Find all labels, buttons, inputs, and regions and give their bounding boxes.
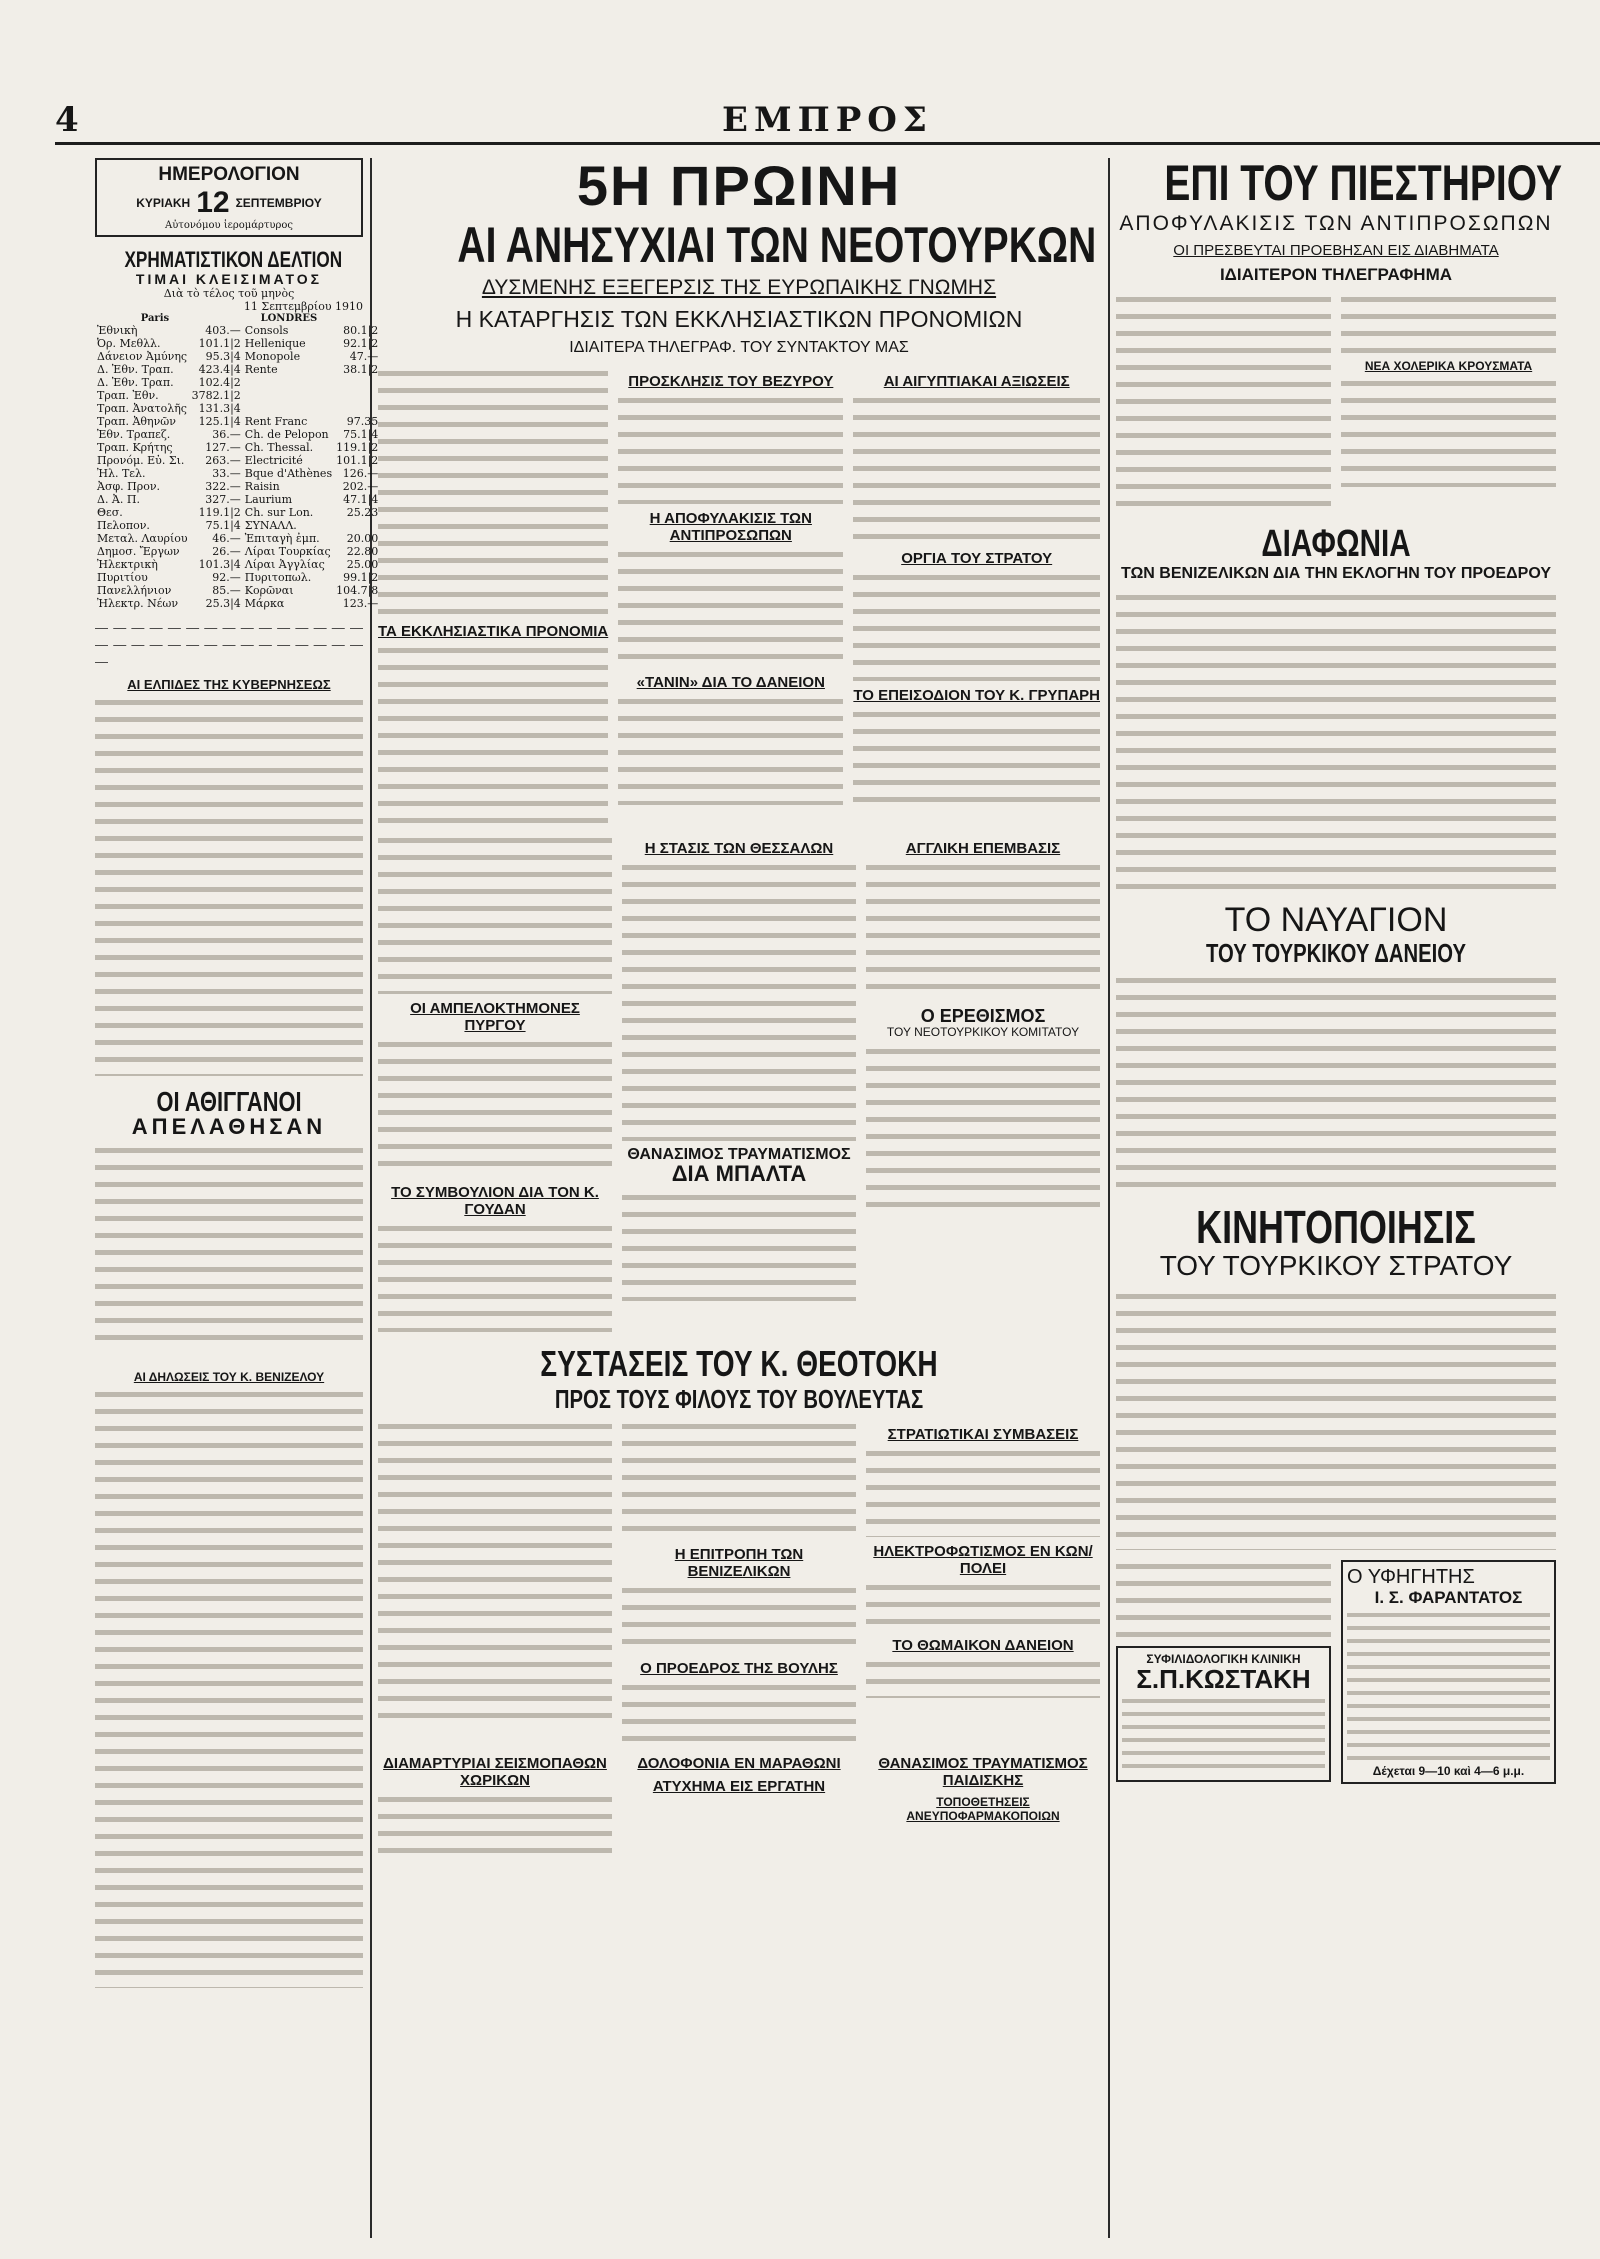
- heading-pharmacists: ΤΟΠΟΘΕΤΗΣΕΙΣ ΑΝΕΥΠΟΦΑΡΜΑΚΟΠΟΙΩΝ: [906, 1795, 1060, 1823]
- ad-clinic-name: Σ.Π.ΚΩΣΤΑΚΗ: [1136, 1664, 1311, 1694]
- column-divider-2: [1108, 158, 1110, 2238]
- market-title: ΧΡΗΜΑΤΙΣΤΙΚΟΝ ΔΕΛΤΙΟΝ: [124, 247, 343, 272]
- article-text-block: [618, 695, 843, 805]
- market-row: [95, 454, 380, 467]
- market-row: [95, 493, 380, 506]
- market-name-cell: Hellenique: [244, 337, 306, 350]
- market-name-cell: Δ. Ἐθν. Τραπ.: [97, 376, 174, 389]
- press-line-2: ΑΠΟΦΥΛΑΚΙΣΙΣ ΤΩΝ ΑΝΤΙΠΡΟΣΩΠΩΝ: [1119, 212, 1553, 235]
- heading-mobilization: ΚΙΝΗΤΟΠΟΙΗΣΙΣ: [1196, 1201, 1476, 1253]
- heading-disagreement-2: ΤΩΝ ΒΕΝΙΖΕΛΙΚΩΝ ΔΙΑ ΤΗΝ ΕΚΛΟΓΗΝ ΤΟΥ ΠΡΟΕΔΡΟΥ: [1120, 565, 1552, 582]
- market-value-cell: [334, 519, 380, 532]
- market-name-cell: Θεσ.: [97, 506, 123, 519]
- ad-doctor-title: Ο ΥΦΗΓΗΤΗΣ: [1347, 1566, 1475, 1588]
- market-value-cell: 127.—: [205, 441, 241, 454]
- market-name-cell: Δάνειον Ἀμύνης: [97, 350, 188, 363]
- press-line-3: ΟΙ ΠΡΕΣΒΕΥΤΑΙ ΠΡΟΕΒΗΣΑΝ ΕΙΣ ΔΙΑΒΗΜΑΤΑ: [1173, 242, 1499, 259]
- market-name-cell: Ἐθνικὴ: [97, 324, 138, 337]
- market-name-cell: Ἠλεκτρικὴ: [97, 558, 158, 571]
- market-row: [95, 480, 380, 493]
- market-value-cell: 95.3|4: [205, 350, 241, 363]
- page-number: 4: [55, 100, 79, 140]
- subcolumn-d: [378, 834, 612, 1332]
- market-value-cell: 119.1|2: [336, 441, 379, 454]
- article-text-block: [622, 1681, 856, 1741]
- market-paris-label: Paris: [140, 313, 170, 324]
- article-text-block: [1341, 293, 1556, 353]
- heading-disagreement: ΔΙΑΦΩΝΙΑ: [1261, 523, 1411, 565]
- market-name-cell: Τραπ. Ἀθηνῶν: [97, 415, 176, 428]
- ad-doctor-name: Ι. Σ. ΦΑΡΑΝΤΑΤΟΣ: [1374, 1588, 1523, 1607]
- article-text-block: [1116, 974, 1556, 1194]
- market-row: [95, 506, 380, 519]
- article-text-block: [1116, 293, 1331, 513]
- subcolumn-f: [866, 834, 1100, 1332]
- heading-accident: ΑΤΥΧΗΜΑ ΕΙΣ ΕΡΓΑΤΗΝ: [652, 1778, 826, 1795]
- subcolumn-i: [866, 1420, 1100, 1741]
- heading-committee: Η ΕΠΙΤΡΟΠΗ ΤΩΝ ΒΕΝΙΖΕΛΙΚΩΝ: [674, 1546, 804, 1580]
- market-name-cell: Ch. sur Lon.: [244, 506, 314, 519]
- market-value-cell: 3782.1|2: [191, 389, 241, 402]
- market-value-cell: 327.—: [205, 493, 241, 506]
- market-name-cell: Rent Franc: [244, 415, 308, 428]
- market-row: [95, 467, 380, 480]
- subcolumn-g: [378, 1420, 612, 1741]
- market-row: [95, 441, 380, 454]
- market-name-cell: Electricité: [244, 454, 303, 467]
- market-name-cell: Πυριτοπωλ.: [244, 571, 312, 584]
- market-name-cell: Ἠλεκτρ. Νέων: [97, 597, 179, 610]
- market-note: Διὰ τὸ τέλος τοῦ μηνὸς: [163, 287, 295, 300]
- heading-cholera: ΝΕΑ ΧΟΛΕΡΙΚΑ ΚΡΟΥΣΜΑΤΑ: [1364, 359, 1533, 373]
- market-row: [95, 337, 380, 350]
- market-row: [95, 402, 380, 415]
- heading-child-injury: ΘΑΝΑΣΙΜΟΣ ΤΡΑΥΜΑΤΙΣΜΟΣ ΠΑΙΔΙΣΚΗΣ: [878, 1755, 1088, 1789]
- market-value-cell: 101.1|2: [198, 337, 241, 350]
- market-value-cell: [334, 376, 380, 389]
- market-value-cell: 202.—: [342, 480, 379, 493]
- market-value-cell: 104.7|8: [336, 584, 379, 597]
- article-text-block: [95, 696, 363, 1076]
- market-name-cell: [243, 402, 334, 415]
- page-header: [55, 100, 1600, 140]
- heading-provocation-2: ΤΟΥ ΝΕΟΤΟΥΡΚΙΚΟΥ ΚΟΜΙΤΑΤΟΥ: [886, 1025, 1080, 1039]
- market-value-cell: 126.—: [342, 467, 379, 480]
- heading-murder: ΔΟΛΟΦΟΝΙΑ ΕΝ ΜΑΡΑΘΩΝΙ: [637, 1755, 841, 1772]
- market-value-cell: 423.4|4: [198, 363, 241, 376]
- market-value-cell: 322.—: [205, 480, 241, 493]
- market-row: [95, 519, 380, 532]
- subcolumn-e: [622, 834, 856, 1332]
- heading-vineyards: ΟΙ ΑΜΠΕΛΟΚΤΗΜΟΝΕΣ ΠΥΡΓΟΥ: [410, 1000, 580, 1034]
- market-row: [95, 363, 380, 376]
- column-right: [1116, 155, 1562, 2238]
- article-text-block: [622, 1191, 856, 1301]
- market-name-cell: [243, 376, 334, 389]
- press-line-4: ΙΔΙΑΙΤΕΡΟΝ ΤΗΛΕΓΡΑΦΗΜΑ: [1219, 265, 1453, 284]
- heading-electric: ΗΛΕΚΤΡΟΦΩΤΙΣΜΟΣ ΕΝ ΚΩΝ/ΠΟΛΕΙ: [873, 1543, 1093, 1577]
- article-text-block: [378, 367, 608, 617]
- market-name-cell: Raisin: [244, 480, 280, 493]
- market-name-cell: [243, 389, 334, 402]
- ad-text-block: [1122, 1696, 1325, 1776]
- market-value-cell: 119.1|2: [198, 506, 241, 519]
- market-name-cell: Ἠλ. Τελ.: [97, 467, 146, 480]
- market-value-cell: 92.1|2: [343, 337, 379, 350]
- heading-church-privileges: ΤΑ ΕΚΚΛΗΣΙΑΣΤΙΚΑ ΠΡΟΝΟΜΙΑ: [378, 623, 609, 640]
- article-text-block: [1116, 591, 1556, 891]
- market-name-cell: Ὀρ. Μεθλλ.: [97, 337, 161, 350]
- market-value-cell: 75.1|4: [205, 519, 241, 532]
- market-row: [95, 571, 380, 584]
- headline-line-5: ΙΔΙΑΙΤΕΡΑ ΤΗΛΕΓΡΑΦ. ΤΟΥ ΣΥΝΤΑΚΤΟΥ ΜΑΣ: [569, 339, 909, 356]
- heading-recommendations: ΣΥΣΤΑΣΕΙΣ ΤΟΥ Κ. ΘΕΟΤΟΚΗ: [540, 1343, 938, 1384]
- market-value-cell: [334, 402, 380, 415]
- calendar-saint: Αὐτονόμου ἱερομάρτυρος: [165, 220, 293, 231]
- market-name-cell: ΣΥΝΑΛΛ.: [244, 519, 297, 532]
- market-value-cell: 25.23: [346, 506, 379, 519]
- ad-doctor: [1341, 1560, 1556, 1784]
- market-name-cell: Λίραι Τουρκίας: [244, 545, 331, 558]
- article-text-block: [622, 1420, 856, 1540]
- market-value-cell: 131.3|4: [198, 402, 241, 415]
- heading-council: ΤΟ ΣΥΜΒΟΥΛΙΟΝ ΔΙΑ ΤΟΝ Κ. ΓΟΥΔΑΝ: [391, 1184, 599, 1218]
- market-value-cell: 75.1|4: [343, 428, 379, 441]
- heading-mobilization-2: ΤΟΥ ΤΟΥΡΚΙΚΟΥ ΣΤΡΑΤΟΥ: [1159, 1250, 1513, 1281]
- market-name-cell: Πανελλήνιον: [97, 584, 172, 597]
- article-text-block: [622, 861, 856, 1141]
- market-value-cell: 33.—: [212, 467, 241, 480]
- article-text-block: [378, 644, 608, 824]
- heading-fatal-injury-2: ΔΙΑ ΜΠΑΛΤΑ: [671, 1161, 807, 1186]
- heading-venizelos-statements: ΑΙ ΔΗΛΩΣΕΙΣ ΤΟΥ Κ. ΒΕΝΙΖΕΛΟΥ: [133, 1370, 325, 1384]
- market-value-cell: 26.—: [212, 545, 241, 558]
- market-value-cell: 101.3|4: [198, 558, 241, 571]
- heading-invitation: ΠΡΟΣΚΛΗΣΙΣ ΤΟΥ ΒΕΖΥΡΟΥ: [628, 373, 834, 390]
- heading-egypt: ΑΙ ΑΙΓΥΠΤΙΑΚΑΙ ΑΞΙΩΣΕΙΣ: [883, 373, 1070, 390]
- heading-release: Η ΑΠΟΦΥΛΑΚΙΣΙΣ ΤΩΝ ΑΝΤΙΠΡΟΣΩΠΩΝ: [649, 510, 812, 544]
- market-name-cell: Πελοπον.: [97, 519, 150, 532]
- heading-loan: ΤΟ ΘΩΜΑΙΚΟΝ ΔΑΝΕΙΟΝ: [892, 1637, 1074, 1654]
- heading-thessalians: Η ΣΤΑΣΙΣ ΤΩΝ ΘΕΣΣΑΛΩΝ: [644, 840, 834, 857]
- column-center: [378, 154, 1100, 2238]
- market-row: [95, 324, 380, 337]
- subcolumn-a: [378, 367, 608, 824]
- calendar-month: ΣΕΠΤΕΜΒΡΙΟΥ: [235, 196, 322, 210]
- market-value-cell: 102.4|2: [198, 376, 241, 389]
- market-value-cell: 101.1|2: [336, 454, 379, 467]
- heading-shipwreck-2: ΤΟΥ ΤΟΥΡΚΙΚΟΥ ΔΑΝΕΙΟΥ: [1205, 938, 1467, 968]
- calendar-day-name: ΚΥΡΙΑΚΗ: [136, 196, 191, 210]
- market-row: [95, 415, 380, 428]
- heading-government-hopes: ΑΙ ΕΛΠΙΔΕΣ ΤΗΣ ΚΥΒΕΡΝΗΣΕΩΣ: [127, 677, 331, 692]
- article-text-block: [95, 1388, 363, 1988]
- market-value-cell: 92.—: [212, 571, 241, 584]
- article-text-block: [378, 1420, 612, 1720]
- subcolumn-h: [622, 1420, 856, 1741]
- market-name-cell: Laurium: [244, 493, 293, 506]
- market-row: [95, 389, 380, 402]
- market-row: [95, 532, 380, 545]
- press-headline: ΕΠΙ ΤΟΥ ΠΙΕΣΤΗΡΙΟΥ: [1164, 155, 1562, 211]
- article-text-block: [618, 394, 843, 504]
- headline-line-3: ΔΥΣΜΕΝΗΣ ΕΞΕΓΕΡΣΙΣ ΤΗΣ ΕΥΡΩΠΑΙΚΗΣ ΓΝΩΜΗΣ: [481, 276, 997, 299]
- market-value-cell: 80.1|2: [343, 324, 379, 337]
- subcolumn-b: [618, 367, 843, 824]
- market-value-cell: 85.—: [212, 584, 241, 597]
- headline-line-4: Η ΚΑΤΑΡΓΗΣΙΣ ΤΩΝ ΕΚΚΛΗΣΙΑΣΤΙΚΩΝ ΠΡΟΝΟΜΙΩΝ: [455, 306, 1023, 332]
- market-value-cell: 47.—: [349, 350, 379, 363]
- main-subheadline: ΑΙ ΑΝΗΣΥΧΙΑΙ ΤΩΝ ΝΕΟΤΟΥΡΚΩΝ: [457, 217, 1097, 273]
- market-value-cell: 38.1|2: [343, 363, 379, 376]
- market-value-cell: 99.1|2: [343, 571, 379, 584]
- article-text-block: [378, 1038, 612, 1178]
- market-name-cell: Δ. Ἀ. Π.: [97, 493, 140, 506]
- market-value-cell: 403.—: [205, 324, 241, 337]
- market-name-cell: Κορῶναι: [244, 584, 294, 597]
- market-row: [95, 545, 380, 558]
- market-name-cell: Λίραι Ἀγγλίας: [244, 558, 325, 571]
- market-name-cell: Monopole: [244, 350, 301, 363]
- market-value-cell: 36.—: [212, 428, 241, 441]
- article-text-block: [853, 394, 1100, 544]
- article-text-block: [1341, 377, 1556, 487]
- market-row: [95, 428, 380, 441]
- heading-expelled: ΑΠΕΛΑΘΗΣΑΝ: [131, 1114, 327, 1139]
- heading-provocation: Ο ΕΡΕΘΙΣΜΟΣ: [920, 1006, 1046, 1026]
- market-name-cell: Τραπ. Κρήτης: [97, 441, 173, 454]
- heading-shipwreck: ΤΟ ΝΑΥΑΓΙΟΝ: [1224, 901, 1448, 939]
- article-text-block: [618, 548, 843, 668]
- column-left: ΗΜΕΡΟΛΟΓΙΟΝ ΚΥΡΙΑΚΗ 12 ΣΕΠΤΕΜΒΡΙΟΥ Αὐτονόμου ἱερομάρτυρος ΧΡΗΜΑΤΙΣΤΙΚΟΝ ΔΕΛΤΙΟΝ ΤΙΜΑΙ ΚΛΕΙΣΙΜΑΤΟΣ Διὰ τὸ τέλος τοῦ μηνὸς 11 Σεπτεμβρίου 1910 Paris LONDRES Ἐθνικὴ 403.— Consols 80.1|2 Ὀρ. Μεθλλ. 101.1|2 Hellenique 92.1|2 Δάνειον Ἀμύνης 95.3|4 Monopole 47.— Δ. Ἐθν. Τραπ. 423.4|4 Rente 38.1|2 Δ. Ἐθν. Τραπ. 102.4|2 Τραπ. Ἐθν. 3782.1|2 Τραπ. Ἀνατολῆς 131.3|4 Τραπ. Ἀθηνῶν 125.1|4 Rent Franc 97.35 Ἐθν. Τραπεζ. 36.— Ch. de Pelopon 75.1|4 Τραπ. Κρήτης 127.— Ch. Thessal. 119.1|2 Προνόμ. Εὐ. Σι. 263.— Electricité 101.1|2 Ἠλ. Τελ. 33.— Bque d'Athènes 126.— Ἀσφ. Προν. 322.— Raisin 202.— Δ. Ἀ. Π. 327.— Laurium 47.1|4 Θεσ. 119.1|2 Ch. sur Lon. 25.23 Πελοπον. 75.1|4 ΣΥΝΑΛΛ. Μεταλ. Λαυρίου 46.— Ἐπιταγὴ ἐμπ. 20.00 Δημοσ. Ἔργων 26.— Λίραι Τουρκίας 22.80 Ἠλεκτρικὴ 101.3|4 Λίραι Ἀγγλίας 25.00 Πυριτίου 92.— Πυριτοπωλ. 99.1|2 Πανελλήνιον 85.— Κορῶναι 104.7|8 Ἠλεκτρ. Νέων 25.3|4 Μάρκα 123.— ― ― ― ― ― ― ― ― ― ― ― ― ― ― ― ― ― ― ― ― ― ― ― ― ― ― ― ― ― ― ― ΑΙ ΕΛΠΙΔΕΣ ΤΗΣ ΚΥΒΕΡΝΗΣΕΩΣ ΟΙ ΑΘΙΓΓΑΝΟΙ ΑΠΕΛΑΘΗΣΑΝ ΑΙ ΔΗΛΩΣΕΙΣ ΤΟΥ Κ. ΒΕΝΙΖΕΛΟΥ: [95, 158, 363, 2238]
- market-value-cell: 263.—: [205, 454, 241, 467]
- heading-atsiganoi: ΟΙ ΑΘΙΓΓΑΝΟΙ: [156, 1086, 302, 1117]
- market-name-cell: Πυριτίου: [97, 571, 148, 584]
- ad-text-block: [1347, 1610, 1550, 1760]
- header-rule: [55, 142, 1600, 145]
- article-text-block: [866, 861, 1100, 1001]
- calendar-title: ΗΜΕΡΟΛΟΓΙΟΝ: [158, 164, 300, 185]
- article-text-block: [95, 1144, 363, 1344]
- ad-clinic: [1116, 1646, 1331, 1782]
- market-table: [95, 324, 380, 610]
- article-text-block: [378, 834, 612, 994]
- market-value-cell: 47.1|4: [343, 493, 379, 506]
- ad-clinic-title: ΣΥΦΙΛΙΔΟΛΟΓΙΚΗ ΚΛΙΝΙΚΗ: [1146, 1652, 1301, 1666]
- market-name-cell: Δημοσ. Ἔργων: [97, 545, 180, 558]
- article-text-block: [1116, 1560, 1331, 1640]
- newspaper-name: ΕΜΠΡΟΣ: [722, 100, 933, 140]
- market-name-cell: Ch. de Pelopon: [244, 428, 329, 441]
- article-text-block: [866, 1658, 1100, 1698]
- ad-doctor-hours: Δέχεται 9—10 καὶ 4—6 μ.μ.: [1372, 1764, 1525, 1778]
- subcolumn-c: [853, 367, 1100, 824]
- market-value-cell: 97.35: [346, 415, 379, 428]
- article-text-block: [866, 1581, 1100, 1631]
- market-name-cell: Ἐθν. Τραπεζ.: [97, 428, 171, 441]
- calendar-day-number: 12: [196, 186, 230, 219]
- market-value-cell: 22.80: [346, 545, 379, 558]
- market-value-cell: 25.00: [346, 558, 379, 571]
- market-name-cell: Τραπ. Ἐθν.: [97, 389, 159, 402]
- market-name-cell: Δ. Ἐθν. Τραπ.: [97, 363, 174, 376]
- market-value-cell: 125.1|4: [198, 415, 241, 428]
- article-text-block: [853, 708, 1100, 808]
- market-name-cell: Μεταλ. Λαυρίου: [97, 532, 188, 545]
- market-row: [95, 376, 380, 389]
- market-name-cell: Ἐπιταγὴ ἐμπ.: [244, 532, 320, 545]
- market-value-cell: 123.—: [342, 597, 379, 610]
- market-value-cell: 46.—: [212, 532, 241, 545]
- article-text-block: [1116, 1290, 1556, 1550]
- article-text-block: [853, 571, 1100, 681]
- market-row: [95, 584, 380, 597]
- market-name-cell: Rente: [244, 363, 278, 376]
- article-text-block: [378, 1222, 612, 1332]
- heading-fatal-injury: ΘΑΝΑΣΙΜΟΣ ΤΡΑΥΜΑΤΙΣΜΟΣ: [627, 1146, 851, 1163]
- market-name-cell: Προνόμ. Εὐ. Σι.: [97, 454, 185, 467]
- market-name-cell: Μάρκα: [244, 597, 285, 610]
- heading-president: Ο ΠΡΟΕΔΡΟΣ ΤΗΣ ΒΟΥΛΗΣ: [640, 1660, 838, 1677]
- market-row: [95, 597, 380, 610]
- article-text-block: [622, 1584, 856, 1654]
- calendar-box: [95, 158, 363, 237]
- market-name-cell: Ch. Thessal.: [244, 441, 314, 454]
- market-value-cell: 25.3|4: [205, 597, 241, 610]
- market-row: [95, 350, 380, 363]
- market-name-cell: Consols: [244, 324, 289, 337]
- heading-earthquake-protests: ΔΙΑΜΑΡΤΥΡΙΑΙ ΣΕΙΣΜΟΠΑΘΩΝ ΧΩΡΙΚΩΝ: [383, 1755, 607, 1789]
- heading-gryparis: ΤΟ ΕΠΕΙΣΟΔΙΟΝ ΤΟΥ Κ. ΓΡΥΠΑΡΗ: [853, 687, 1100, 704]
- market-name-cell: Τραπ. Ἀνατολῆς: [97, 402, 187, 415]
- market-value-cell: 20.00: [346, 532, 379, 545]
- article-text-block: [866, 1045, 1100, 1215]
- heading-recommendations-2: ΠΡΟΣ ΤΟΥΣ ΦΙΛΟΥΣ ΤΟΥ ΒΟΥΛΕΥΤΑΣ: [554, 1384, 924, 1414]
- market-date: 11 Σεπτεμβρίου 1910: [243, 300, 363, 313]
- heading-tanin: «ΤΑΝΙΝ» ΔΙΑ ΤΟ ΔΑΝΕΙΟΝ: [636, 674, 825, 691]
- market-subtitle: ΤΙΜΑΙ ΚΛΕΙΣΙΜΑΤΟΣ: [135, 271, 323, 287]
- heading-army-anger: ΟΡΓΙΑ ΤΟΥ ΣΤΡΑΤΟΥ: [901, 550, 1053, 567]
- market-name-cell: Ἀσφ. Προν.: [97, 480, 161, 493]
- market-name-cell: Bque d'Athènes: [244, 467, 333, 480]
- market-value-cell: [334, 389, 380, 402]
- article-text-block: [866, 1447, 1100, 1537]
- market-london-label: LONDRES: [260, 313, 318, 324]
- main-headline: 5Η ΠΡΩΙΝΗ: [576, 154, 902, 217]
- article-text-block: [378, 1793, 612, 1853]
- heading-english-intervention: ΑΓΓΛΙΚΗ ΕΠΕΜΒΑΣΙΣ: [905, 840, 1061, 857]
- heading-military-conventions: ΣΤΡΑΤΙΩΤΙΚΑΙ ΣΥΜΒΑΣΕΙΣ: [887, 1426, 1079, 1443]
- market-row: [95, 558, 380, 571]
